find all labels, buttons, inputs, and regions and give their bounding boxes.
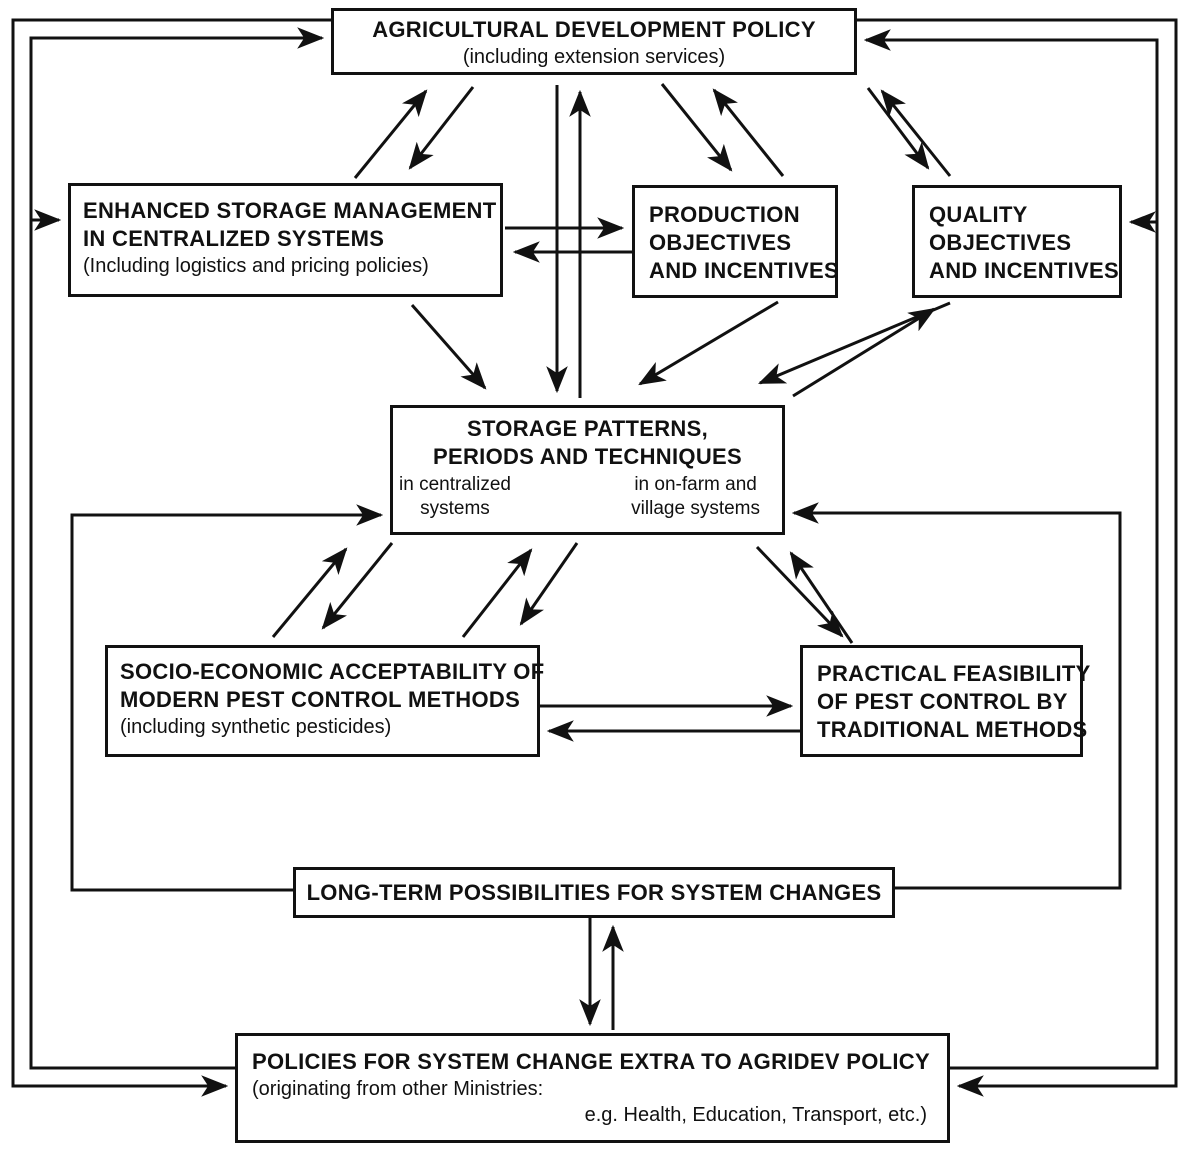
node-title-line: OF PEST CONTROL BY [817, 688, 1068, 714]
edge-agridev-to-quality [868, 88, 928, 168]
node-policies-for-system-change [235, 1033, 950, 1143]
node-title: POLICIES FOR SYSTEM CHANGE EXTRA TO AGRIDEV POLICY [252, 1049, 930, 1074]
edge-quality-to-agridev [882, 91, 950, 176]
node-subtitle-examples: e.g. Health, Education, Transport, etc.) [584, 1103, 927, 1126]
edge-outer-left-agridev-to-policies [13, 20, 331, 1086]
storage-sublabels [393, 471, 782, 521]
storage-sublabel-centralized [399, 473, 511, 521]
node-title: LONG-TERM POSSIBILITIES FOR SYSTEM CHANGES [306, 879, 882, 905]
node-subtitle: (Including logistics and pricing policies) [83, 254, 429, 277]
node-title-line: AND INCENTIVES [929, 257, 1119, 283]
edge-storage-to-practical [757, 547, 842, 636]
node-title-line: AND INCENTIVES [649, 257, 839, 283]
node-title-line: PRACTICAL FEASIBILITY [817, 661, 1091, 686]
edge-enhanced-to-agridev [355, 91, 426, 178]
node-title-line: OBJECTIVES [929, 229, 1072, 255]
edge-storage-to-socio-b [521, 543, 577, 624]
node-title-line: IN CENTRALIZED SYSTEMS [83, 225, 385, 251]
edge-socio-to-storage-b [463, 550, 531, 637]
node-title-line: OBJECTIVES [649, 229, 792, 255]
node-quality-objectives [912, 185, 1122, 298]
node-agricultural-development-policy [331, 8, 857, 75]
node-title-line: TRADITIONAL METHODS [817, 716, 1088, 742]
node-title-line: ENHANCED STORAGE MANAGEMENT [83, 198, 497, 223]
node-subtitle: (originating from other Ministries: [252, 1077, 544, 1100]
node-subtitle: (including synthetic pesticides) [120, 715, 392, 738]
node-title-line: STORAGE PATTERNS, [466, 416, 708, 441]
node-title-line: MODERN PEST CONTROL METHODS [120, 686, 521, 712]
node-practical-feasibility [800, 645, 1091, 757]
node-production-objectives [632, 185, 838, 298]
edge-storage-to-socio-a [323, 543, 392, 628]
node-socio-economic-acceptability [105, 645, 545, 757]
node-subtitle: (including extension services) [462, 45, 726, 68]
node-title: AGRICULTURAL DEVELOPMENT POLICY [372, 17, 816, 42]
node-longterm-possibilities [293, 867, 895, 918]
edge-socio-to-storage-a [273, 549, 346, 637]
node-storage-patterns [390, 405, 785, 535]
sublabel-line: in on-farm and [634, 473, 757, 495]
node-title-line: PRODUCTION [649, 202, 800, 227]
edge-practical-to-storage [791, 553, 852, 643]
node-title-line: PERIODS AND TECHNIQUES [433, 443, 742, 469]
node-enhanced-storage-management [68, 183, 503, 297]
edge-enhanced-to-storage [412, 305, 485, 388]
storage-sublabel-onfarm [631, 473, 760, 521]
sublabel-line: village systems [631, 497, 760, 519]
edge-storage-to-quality [793, 309, 934, 396]
node-title-line: QUALITY [929, 202, 1028, 227]
edge-outer-right-agridev-to-policies [857, 20, 1176, 1086]
node-title-line: SOCIO-ECONOMIC ACCEPTABILITY OF [120, 659, 545, 684]
edge-production-to-storage [640, 302, 778, 384]
sublabel-line: systems [420, 497, 490, 519]
sublabel-line: in centralized [399, 473, 511, 495]
